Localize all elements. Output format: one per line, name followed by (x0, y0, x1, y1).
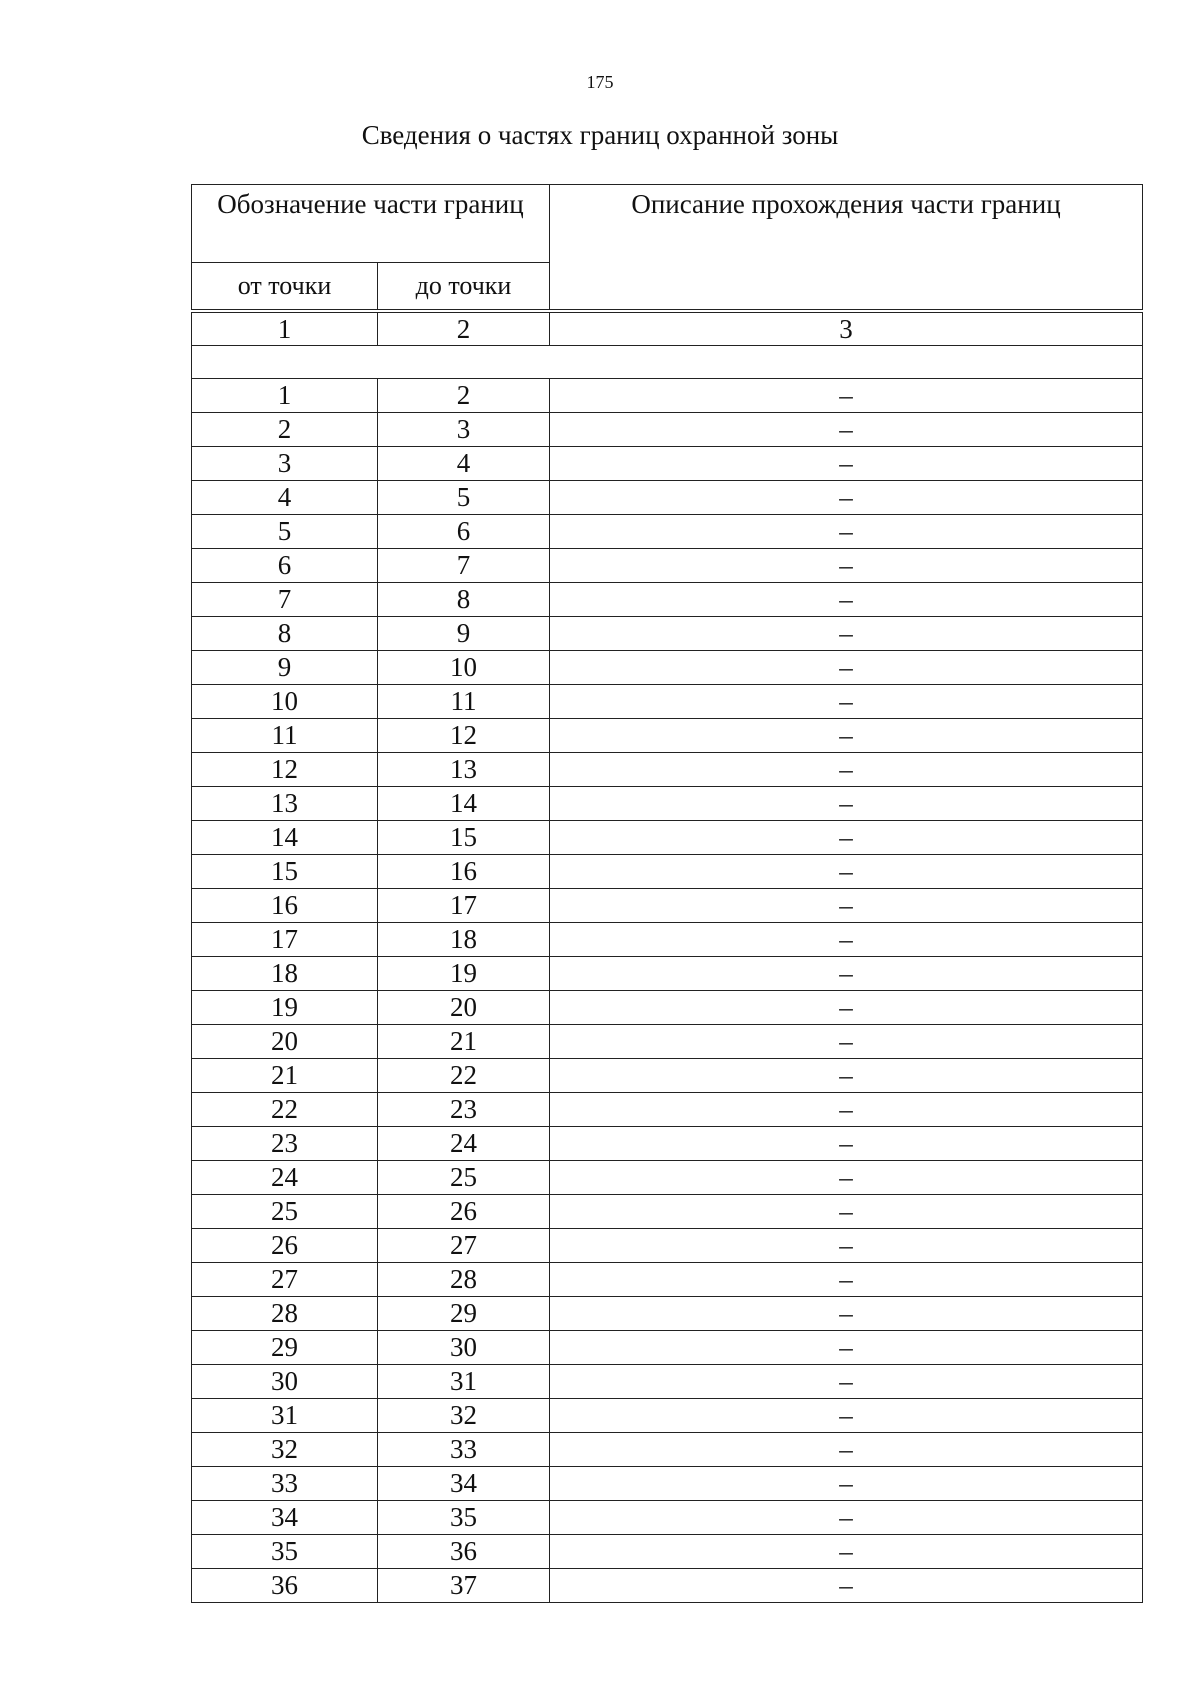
table-row (192, 1331, 1143, 1365)
table-row (192, 549, 1143, 583)
cell-from-point: 10 (192, 685, 378, 719)
cell-to-point: 5 (378, 481, 550, 515)
column-number-3: 3 (550, 313, 1143, 346)
table-row (192, 413, 1143, 447)
cell-description: – (550, 583, 1143, 617)
cell-to-point: 24 (378, 1127, 550, 1161)
cell-to-point: 14 (378, 787, 550, 821)
cell-to-point: 19 (378, 957, 550, 991)
table-row (192, 753, 1143, 787)
cell-from-point: 7 (192, 583, 378, 617)
column-number-2: 2 (378, 313, 550, 346)
cell-to-point: 13 (378, 753, 550, 787)
cell-to-point: 11 (378, 685, 550, 719)
cell-from-point: 30 (192, 1365, 378, 1399)
cell-description: – (550, 1093, 1143, 1127)
cell-from-point: 20 (192, 1025, 378, 1059)
cell-to-point: 4 (378, 447, 550, 481)
cell-to-point: 32 (378, 1399, 550, 1433)
cell-description: – (550, 481, 1143, 515)
cell-description: – (550, 1467, 1143, 1501)
section-label (192, 346, 1143, 379)
cell-to-point: 6 (378, 515, 550, 549)
cell-from-point: 6 (192, 549, 378, 583)
table-row (192, 957, 1143, 991)
cell-from-point: 28 (192, 1297, 378, 1331)
cell-description: – (550, 413, 1143, 447)
cell-description: – (550, 1127, 1143, 1161)
table-row (192, 821, 1143, 855)
header-boundary-description: Описание прохождения части границ (550, 185, 1143, 310)
table-row (192, 1025, 1143, 1059)
cell-to-point: 33 (378, 1433, 550, 1467)
cell-description: – (550, 1297, 1143, 1331)
header-to-point: до точки (378, 263, 550, 310)
cell-from-point: 27 (192, 1263, 378, 1297)
cell-description: – (550, 447, 1143, 481)
table-row (192, 1535, 1143, 1569)
table-row (192, 583, 1143, 617)
cell-from-point: 5 (192, 515, 378, 549)
cell-description: – (550, 719, 1143, 753)
table-row (192, 923, 1143, 957)
header-boundary-designation: Обозначение части границ (192, 185, 550, 263)
cell-from-point: 29 (192, 1331, 378, 1365)
cell-to-point: 29 (378, 1297, 550, 1331)
cell-description: – (550, 889, 1143, 923)
cell-from-point: 16 (192, 889, 378, 923)
cell-to-point: 28 (378, 1263, 550, 1297)
cell-from-point: 3 (192, 447, 378, 481)
cell-to-point: 12 (378, 719, 550, 753)
cell-to-point: 26 (378, 1195, 550, 1229)
table-row (192, 1161, 1143, 1195)
cell-from-point: 25 (192, 1195, 378, 1229)
cell-from-point: 21 (192, 1059, 378, 1093)
page-number: 175 (586, 72, 614, 92)
cell-description: – (550, 1025, 1143, 1059)
cell-description: – (550, 1059, 1143, 1093)
table-row (192, 1263, 1143, 1297)
table-row (192, 481, 1143, 515)
cell-to-point: 25 (378, 1161, 550, 1195)
table-row (192, 1059, 1143, 1093)
section-row (192, 346, 1143, 379)
table-row (192, 1127, 1143, 1161)
cell-to-point: 23 (378, 1093, 550, 1127)
cell-to-point: 8 (378, 583, 550, 617)
cell-description: – (550, 549, 1143, 583)
cell-description: – (550, 753, 1143, 787)
cell-to-point: 37 (378, 1569, 550, 1603)
table-row (192, 1229, 1143, 1263)
boundary-parts-table (191, 184, 1143, 1603)
cell-from-point: 18 (192, 957, 378, 991)
cell-from-point: 12 (192, 753, 378, 787)
cell-from-point: 35 (192, 1535, 378, 1569)
cell-from-point: 17 (192, 923, 378, 957)
cell-from-point: 9 (192, 651, 378, 685)
cell-description: – (550, 1399, 1143, 1433)
cell-to-point: 20 (378, 991, 550, 1025)
cell-description: – (550, 379, 1143, 413)
cell-from-point: 11 (192, 719, 378, 753)
cell-description: – (550, 1501, 1143, 1535)
table-row (192, 447, 1143, 481)
cell-to-point: 30 (378, 1331, 550, 1365)
cell-from-point: 8 (192, 617, 378, 651)
cell-description: – (550, 1433, 1143, 1467)
table-row (192, 719, 1143, 753)
cell-description: – (550, 787, 1143, 821)
cell-from-point: 15 (192, 855, 378, 889)
cell-description: – (550, 1229, 1143, 1263)
cell-to-point: 27 (378, 1229, 550, 1263)
cell-description: – (550, 1195, 1143, 1229)
table-row (192, 1093, 1143, 1127)
table-row (192, 685, 1143, 719)
cell-to-point: 35 (378, 1501, 550, 1535)
cell-description: – (550, 1365, 1143, 1399)
table-row (192, 379, 1143, 413)
cell-to-point: 36 (378, 1535, 550, 1569)
table-row (192, 1467, 1143, 1501)
table-row (192, 991, 1143, 1025)
cell-description: – (550, 685, 1143, 719)
table-row (192, 1365, 1143, 1399)
table-row (192, 617, 1143, 651)
cell-from-point: 36 (192, 1569, 378, 1603)
cell-to-point: 34 (378, 1467, 550, 1501)
cell-description: – (550, 1569, 1143, 1603)
cell-to-point: 18 (378, 923, 550, 957)
cell-to-point: 15 (378, 821, 550, 855)
cell-from-point: 34 (192, 1501, 378, 1535)
cell-description: – (550, 515, 1143, 549)
cell-to-point: 16 (378, 855, 550, 889)
table-row (192, 651, 1143, 685)
table-row (192, 515, 1143, 549)
cell-to-point: 2 (378, 379, 550, 413)
cell-description: – (550, 991, 1143, 1025)
cell-to-point: 22 (378, 1059, 550, 1093)
cell-from-point: 23 (192, 1127, 378, 1161)
cell-from-point: 32 (192, 1433, 378, 1467)
cell-from-point: 26 (192, 1229, 378, 1263)
header-from-point: от точки (192, 263, 378, 310)
cell-to-point: 7 (378, 549, 550, 583)
cell-from-point: 14 (192, 821, 378, 855)
cell-to-point: 9 (378, 617, 550, 651)
cell-description: – (550, 1263, 1143, 1297)
column-numbering-row (192, 313, 1143, 346)
table-row (192, 1501, 1143, 1535)
cell-from-point: 24 (192, 1161, 378, 1195)
cell-from-point: 19 (192, 991, 378, 1025)
cell-description: – (550, 957, 1143, 991)
cell-from-point: 33 (192, 1467, 378, 1501)
table-row (192, 855, 1143, 889)
table-row (192, 787, 1143, 821)
cell-description: – (550, 821, 1143, 855)
table-header-row (192, 185, 1143, 263)
cell-description: – (550, 1331, 1143, 1365)
table-row (192, 1195, 1143, 1229)
cell-description: – (550, 1535, 1143, 1569)
cell-from-point: 4 (192, 481, 378, 515)
table-row (192, 1297, 1143, 1331)
cell-from-point: 22 (192, 1093, 378, 1127)
cell-description: – (550, 923, 1143, 957)
cell-to-point: 17 (378, 889, 550, 923)
cell-to-point: 21 (378, 1025, 550, 1059)
cell-from-point: 13 (192, 787, 378, 821)
table-row (192, 889, 1143, 923)
column-number-1: 1 (192, 313, 378, 346)
cell-description: – (550, 1161, 1143, 1195)
cell-from-point: 2 (192, 413, 378, 447)
cell-description: – (550, 855, 1143, 889)
cell-to-point: 10 (378, 651, 550, 685)
cell-description: – (550, 617, 1143, 651)
cell-description: – (550, 651, 1143, 685)
cell-to-point: 31 (378, 1365, 550, 1399)
table-row (192, 1569, 1143, 1603)
cell-from-point: 1 (192, 379, 378, 413)
table-row (192, 1433, 1143, 1467)
cell-to-point: 3 (378, 413, 550, 447)
cell-from-point: 31 (192, 1399, 378, 1433)
document-title: Сведения о частях границ охранной зоны (361, 120, 839, 150)
table-row (192, 1399, 1143, 1433)
